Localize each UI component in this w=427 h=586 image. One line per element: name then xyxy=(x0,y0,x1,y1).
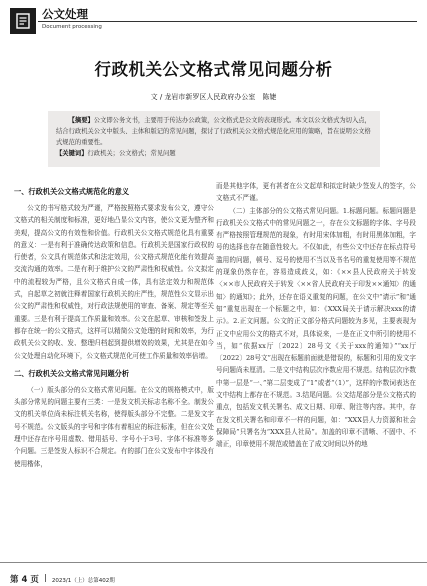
subsection-text-2: 1.标题问题。标题问题是行政机关公文格式中的常见问题之一，存在公文标题的字体、字号段有严格按照管理规范的现象，有时用宋体加粗，有时用黑体加粗，字号的选择也存在随意性较大。不仅如此，有些公文中还存在标点符号滥用的问题，顿号、逗号的使用不当以及书名号的重复使用等不规范的现象仍然存在，容易造成歧义，如：《××县人民政府关于转发〈××市人民政府关于转发〈××省人民政府关于印发××通知〉的通知〉的通知》；此外，还存在语义重复的问题，在公文中“请示”和“通知”重复出现在一个标题之中，如：《XXX局关于请示解决xxx的请示》。2.正文问题。公文的正文部分格式问题较为多见，主要表现为正文中应用公文的格式不对，具体说来，一是在正文中所引的使用不当，如“依据xx厅〔2022〕28号文《关于xxx的通知》”“xx厅〔2022〕28号文”出现在标题前面就是错误的，标题和引用的发文字号问题尚未厘清。二是文中结构层次序数应用不规范。结构层次序数中第一层是“一、”第二层变成了“1”或者“（1）”，这样的序数词表达在文中结构上都存在不规范。3.结尾问题。公文结尾部分是公文格式的重点，包括发文机关署名、成文日期、印章、附注等内容。其中，存在发文机关署名和印章不一样的问题，如：“XXX县人力资源和社会保障局”只署名为“XXX县人社局”。加盖的印章不清晰、不固中、不端正，印章使用不规范或错盖在了成文时间以外的地 xyxy=(216,206,417,449)
left-column xyxy=(14,180,214,470)
section-title-en: Document processing xyxy=(42,24,102,30)
body-paragraph: 公文的书写格式较为严谨，严格按照格式要求发布公文，遵守公文格式的相关制度和标准，更好地凸显公文内容，使公文更为整齐和美观，提高公文的有效性和价值。行政机关公文格式规范化具有重要的意义：一是有利于准确传达政策和信息。行政机关是国家行政权的行使者，公文具有规范体式和法定效用，公文格式规范化能有效提高交流沟通的效率。二是有利于维护公文的严肃性和权威性。公文拟定中的流程较为严格，且公文格式自成一体，具有法定效力和规范体式，自起草之初就注释着国家行政机关的庄严性，规范性公文显示出公文的严肃性和权威性，对行政法规使用的审查、备案、规定等至关重要。三是有利于提高工作质量和效率。公文在起草、审核和签发上都存在统一的公文格式，这样可以精简公文处理的时间和效率，为行政机关公文的收、发、整理归档起到提供增效的效果，尤其是在如今公文处理自动化环境下，公文格式规范化可使工作质量和效率倍增。 xyxy=(14,204,214,360)
right-column xyxy=(216,180,416,451)
keywords-text: 行政机关；公文格式；常见问题 xyxy=(87,150,176,157)
subsection-label-2: （二）主体部分的公文格式常见问题。 xyxy=(229,206,343,215)
abstract-box xyxy=(48,111,380,167)
abstract-text: 公文即公务文书，主要用于传达办公政策，公文格式是公文的表现形式。本文以公文格式为切入点，结合行政机关公文中版头、主体和版记的常见问题，探讨了行政机关公文格式规范化应用的策略，旨在说明公文格式规范的重要性。 xyxy=(56,117,371,146)
keywords-label: 【关键词】 xyxy=(56,150,88,157)
document-badge-icon xyxy=(10,8,36,34)
abstract-paragraph xyxy=(56,115,372,148)
issue-info: 2023/1（上）总第402期 xyxy=(51,578,115,584)
page-number: 第 4 页 xyxy=(10,575,39,585)
section-heading-1: 一、行政机关公文格式规范化的意义 xyxy=(14,187,130,196)
page-footer xyxy=(10,567,115,586)
footer-separator xyxy=(45,574,46,582)
subsection-label-1: （一）版头部分的公文格式常见问题。 xyxy=(27,385,141,394)
subsection-paragraph-2 xyxy=(216,205,416,451)
keywords-paragraph xyxy=(56,148,372,159)
page-header xyxy=(10,8,417,34)
article-byline: 文 / 龙岩市新罗区人民政府办公室 陈婕 xyxy=(150,93,277,101)
abstract-label: 【摘要】 xyxy=(68,117,94,124)
footer-rule xyxy=(0,562,427,563)
continued-paragraph: 而是其他字体，更有甚者在公文起草和拟定时缺少签发人的签字，公文格式不严谨。 xyxy=(216,182,416,203)
section-heading-2: 二、行政机关公文格式常见问题分析 xyxy=(14,368,130,378)
section-title-cn: 公文处理 xyxy=(42,7,88,21)
document-icon xyxy=(14,12,32,30)
subsection-text-1: 在公文的规格模式中，版头部分常见的问题主要有三类：一是发文机关标志名称不全。制发公文的机关单位尚未标注机关名称，使得版头部分不完整。二是发文字号不规范。公文版头的字号和字体有着相应的标注标准，但在公文处理中还存在序号用虚数、错用括号、字号小于3号、字体不标准等多个问题。三是签发人标识不合规定。有的部门在公文发布中字体没有使用楷体， xyxy=(14,385,215,468)
header-rule xyxy=(38,21,417,22)
article-title: 行政机关公文格式常见问题分析 xyxy=(94,60,333,79)
subsection-paragraph-1 xyxy=(14,384,214,470)
